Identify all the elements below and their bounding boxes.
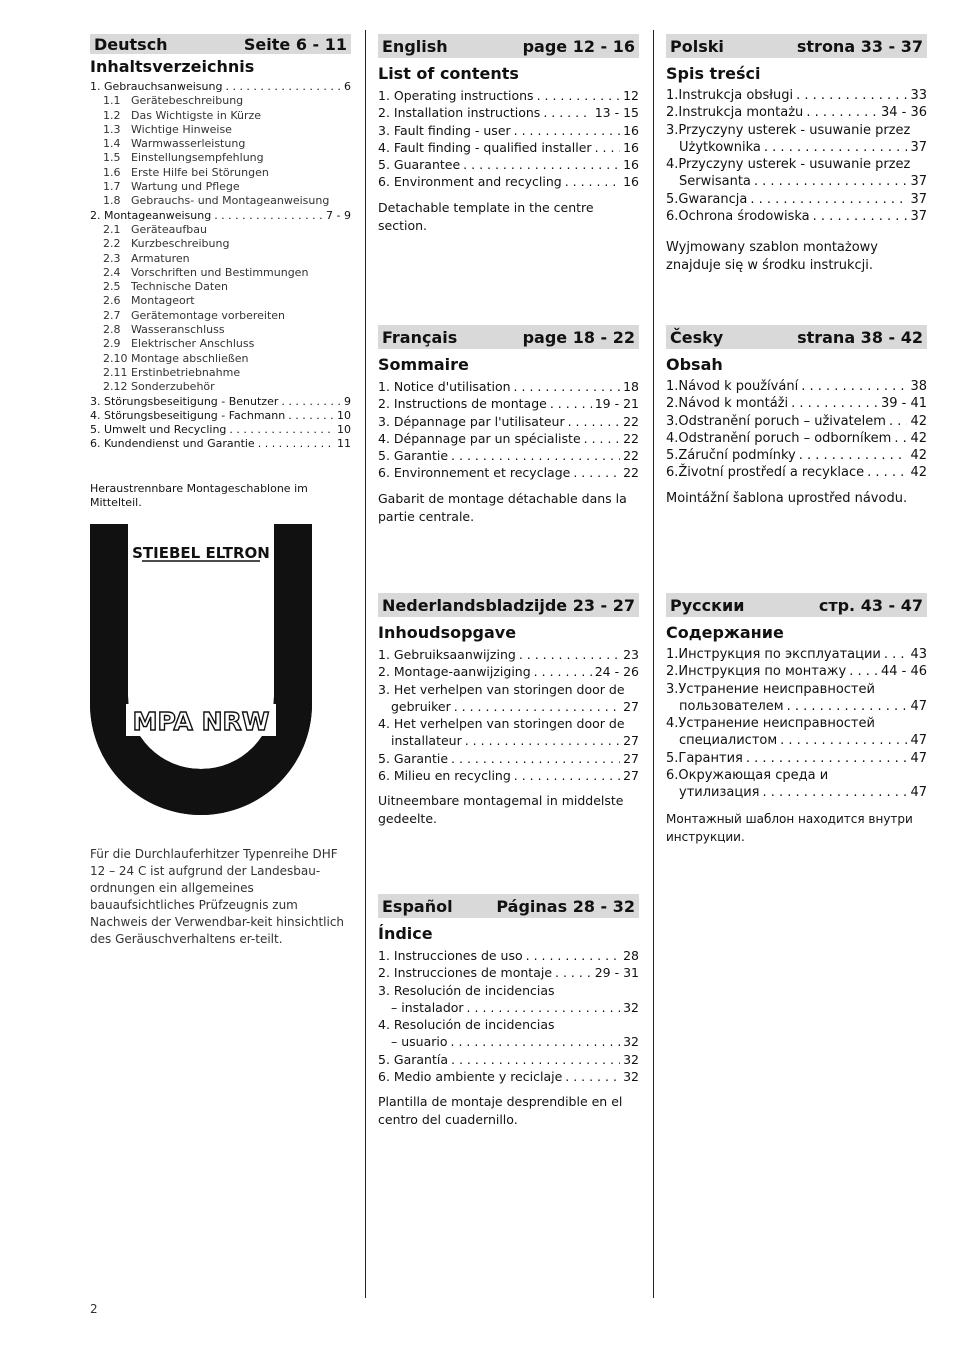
toc-entry-page: 38 [910,379,927,394]
toc-entry[interactable]: 1. Instrucciones de uso . . . 28 [378,947,639,964]
espanol-header [378,894,639,918]
deutsch-lang: Deutsch [94,34,168,54]
espanol-lang: Español [382,896,453,916]
toc-subentry[interactable] [90,352,351,366]
toc-subentry-label: Warmwasserleistung [131,137,246,151]
toc-subentry[interactable] [90,237,351,251]
toc-entry-label: 2. Instructions de montage [378,396,547,412]
toc-entry[interactable]: 1. Gebruiksaanwijzing . . . 23 [378,646,639,663]
toc-entry-label: 4.Odstranění poruch – odborníkem [666,430,892,446]
toc-subentry-number: 2.1 [103,222,121,236]
toc-subentry-number: 2.5 [103,280,121,294]
espanol-note: Plantilla de montaje desprendible en el centro del cuadernillo. [378,1094,623,1128]
nederlands-note: Uitneembare montagemal in middelste gedeelte. [378,793,624,827]
toc-entry-page: 22 [623,465,639,481]
toc-subentry[interactable] [90,280,351,294]
toc-subentry[interactable] [90,109,351,123]
toc-entry[interactable]: gebruiker . . . 27 [378,698,639,715]
toc-entry-label: 2. Installation instructions [378,105,541,121]
toc-subentry-label: Vorschriften und Bestimmungen [131,265,309,279]
toc-subentry-label: Erstinbetriebnahme [131,365,241,379]
cesky-title: Obsah [666,355,723,374]
toc-subentry-number: 1.7 [103,180,121,194]
toc-entry-label: 4. Störungsbeseitigung - Fachmann [90,408,286,422]
toc-subentry-number: 1.5 [103,151,121,165]
toc-entry-page: 16 [623,174,639,190]
toc-entry-page: 16 [623,157,639,173]
toc-entry-label: 5. Garantie [378,448,449,464]
nederlands-title: Inhoudsopgave [378,623,517,642]
toc-subentry-label: Technische Daten [131,280,228,294]
toc-entry[interactable]: 2.Инструкция по монтажу . . . 44 - 46 [666,663,927,680]
toc-subentry-number: 2.11 [103,365,128,379]
toc-entry-label: 3. Fault finding - user [378,122,511,138]
toc-entry[interactable] [378,156,639,173]
english-title: List of contents [378,64,519,83]
toc-entry[interactable] [666,464,927,481]
toc-entry-page: 22 [623,448,639,464]
toc-entry[interactable] [666,447,927,464]
toc-entry-page: 39 - 41 [880,396,927,412]
polski-note: Wyjmowany szablon montażowy znajduje się w środku instrukcji. [666,240,878,274]
toc-subentry-label: Elektrischer Anschluss [131,337,255,351]
toc-subentry[interactable] [90,223,351,237]
cesky-pages: strana 38 - 42 [797,327,923,347]
deutsch-title: Inhaltsverzeichnis [90,57,255,76]
toc-subentry[interactable] [90,366,351,380]
toc-subentry-label: Erste Hilfe bei Störungen [131,165,269,179]
toc-entry[interactable] [378,413,639,430]
toc-entry-line: 3. Resolución de incidencias [378,982,555,998]
toc-subentry-number: 2.10 [103,351,128,365]
toc-entry[interactable] [378,122,639,139]
nederlands-section [378,593,639,828]
polski-header [666,34,927,58]
toc-entry[interactable] [378,139,639,156]
toc-entry-page: 42 [910,413,927,429]
toc-entry[interactable] [666,378,927,395]
toc-entry-page: 10 [337,408,351,422]
toc-subentry-number: 2.4 [103,265,121,279]
toc-entry[interactable] [378,395,639,412]
toc-entry[interactable] [378,87,639,104]
toc-subentry[interactable] [90,151,351,165]
toc-entry[interactable]: 5.Гарантия . . . 47 [666,750,927,767]
mpa-nrw-logo [90,524,312,820]
toc-subentry-number: 2.2 [103,237,121,251]
deutsch-pages: Seite 6 - 11 [243,34,347,54]
toc-subentry[interactable] [90,294,351,308]
toc-entry-label: 3. Dépannage par l'utilisateur [378,413,565,429]
toc-entry-page: 12 [623,88,639,103]
toc-entry[interactable]: Serwisanta . . . 37 [666,173,927,190]
toc-subentry[interactable] [90,323,351,337]
toc-subentry[interactable] [90,94,351,108]
toc-entry[interactable] [378,104,639,121]
toc-subentry-number: 2.12 [103,380,128,394]
toc-entry-line: 6.Окружающая среда и [666,768,829,784]
polski-section [666,34,927,275]
english-section [378,34,639,235]
toc-entry[interactable]: 2.Instrukcja montażu . . . 34 - 36 [666,104,927,121]
toc-subentry-number: 2.8 [103,323,121,337]
toc-subentry[interactable] [90,337,351,351]
toc-entry[interactable]: 6.Ochrona środowiska . . . 37 [666,208,927,225]
cesky-header [666,325,927,349]
toc-entry-line: 3. Het verhelpen van storingen door de [378,681,625,697]
toc-entry-line: 4.Przyczyny usterek - usuwanie przez [666,157,911,173]
toc-subentry-label: Wartung und Pflege [131,180,240,194]
english-lang: English [382,36,448,56]
toc-subentry-number: 2.7 [103,308,121,322]
toc-entry-page: 42 [910,448,927,464]
toc-entry[interactable]: 1. Gebrauchsanweisung . . . 6 [90,80,351,94]
nederlands-lang: Nederlands [382,595,486,615]
deutsch-section [90,34,351,820]
mpa-text: MPA NRW [132,706,270,736]
francais-lang: Français [382,327,458,347]
deutsch-certificate-note: Für die Durchlauferhitzer Typenreihe DHF 12 – 24 C ist aufgrund der Landesbau-ordnungen ein allgemeines bauaufsichtliches Prüfzeugnis zum Nachweis der Verwendbar-keit hinsichtlich des Geräuschverhaltens er-teilt. [90,847,345,946]
toc-entry[interactable] [90,409,351,423]
toc-entry-page: 42 [910,430,927,446]
espanol-title: Índice [378,924,433,943]
deutsch-note: Heraustrennbare Montageschablone im Mittelteil. [90,481,308,509]
toc-entry-page: 16 [623,139,639,155]
brand-text: STIEBEL ELTRON [132,543,270,562]
toc-entry-label: 3.Odstranění poruch – uživatelem [666,413,886,429]
toc-entry[interactable] [378,378,639,395]
toc-subentry-label: Gebrauchs- und Montageanweisung [131,194,330,208]
toc-subentry-number: 1.1 [103,94,121,108]
toc-entry-label: 5. Umwelt und Recycling [90,423,227,437]
toc-subentry-number: 1.3 [103,122,121,136]
toc-subentry[interactable] [90,137,351,151]
toc-entry-label: 5.Záruční podmínky [666,448,796,464]
toc-entry[interactable] [666,395,927,412]
toc-subentry-label: Gerätemontage vorbereiten [131,308,286,322]
toc-entry[interactable]: 1.Инструкция по эксплуатации . . . 43 [666,646,927,663]
english-pages: page 12 - 16 [522,36,635,56]
toc-subentry-label: Einstellungsempfehlung [131,151,264,165]
polski-title: Spis treści [666,64,761,83]
toc-entry[interactable] [378,464,639,481]
toc-subentry-label: Sonderzubehör [131,380,215,394]
toc-subentry-label: Wichtige Hinweise [131,122,232,136]
francais-pages: page 18 - 22 [522,327,635,347]
toc-entry[interactable] [378,173,639,190]
toc-entry[interactable]: 6. Milieu en recycling . . . 27 [378,767,639,784]
toc-subentry-number: 2.3 [103,251,121,265]
toc-subentry-number: 1.2 [103,108,121,122]
toc-subentry-label: Gerätebeschreibung [131,94,244,108]
nederlands-pages: bladzijde 23 - 27 [485,595,635,615]
espanol-pages: Páginas 28 - 32 [496,896,635,916]
toc-entry-page: 22 [623,430,639,446]
toc-entry-page: 16 [623,122,639,138]
toc-subentry[interactable] [90,380,351,394]
column-divider-right [653,30,654,1298]
toc-entry-label: 6. Kundendienst und Garantie [90,437,255,451]
toc-subentry-label: Wasseranschluss [131,323,225,337]
toc-subentry-label: Kurzbeschreibung [131,237,230,251]
russkii-header [666,593,927,617]
toc-entry-page: 18 [623,379,639,394]
toc-entry-label: 5. Guarantee [378,157,461,173]
toc-entry-page: 9 [344,394,351,408]
toc-subentry[interactable] [90,309,351,323]
english-header [378,34,639,58]
toc-entry[interactable]: – instalador . . . 32 [378,999,639,1016]
polski-pages: strona 33 - 37 [796,36,923,56]
toc-subentry[interactable] [90,266,351,280]
deutsch-header [90,34,351,54]
russkii-lang: Русскии [670,595,745,615]
toc-entry-page: 10 [337,423,351,437]
toc-entry-label: 1. Operating instructions [378,88,534,103]
toc-entry[interactable]: installateur . . . 27 [378,732,639,749]
toc-entry-label: 2.Návod k montáži [666,396,789,412]
toc-entry[interactable]: Użytkownika . . . 37 [666,139,927,156]
toc-subentry[interactable] [90,166,351,180]
toc-entry-page: 13 - 15 [594,105,639,121]
toc-entry[interactable]: 5.Gwarancja . . . 37 [666,191,927,208]
toc-entry[interactable]: 2. Montageanweisung . . . 7 - 9 [90,209,351,223]
toc-entry-page: 11 [337,437,351,451]
toc-entry[interactable] [666,430,927,447]
toc-entry-label: 3. Störungsbeseitigung - Benutzer [90,394,279,408]
toc-entry[interactable]: пользователем . . . 47 [666,698,927,715]
toc-subentry-number: 1.8 [103,194,121,208]
toc-subentry[interactable] [90,252,351,266]
toc-entry[interactable] [666,413,927,430]
logo-graphic [90,524,312,820]
toc-subentry-number: 1.4 [103,137,121,151]
toc-entry[interactable]: 5. Garantie . . . 27 [378,750,639,767]
toc-entry[interactable] [378,447,639,464]
toc-subentry[interactable] [90,180,351,194]
toc-subentry-label: Armaturen [131,251,190,265]
toc-entry[interactable] [378,430,639,447]
francais-section [378,325,639,526]
toc-entry-line: 4. Het verhelpen van storingen door de [378,716,625,732]
toc-entry[interactable] [90,423,351,437]
toc-subentry-label: Geräteaufbau [131,222,207,236]
toc-subentry-number: 2.6 [103,294,121,308]
toc-entry[interactable]: 2. Instrucciones de montaje . . . 29 - 31 [378,964,639,981]
francais-title: Sommaire [378,355,469,374]
toc-subentry-label: Das Wichtigste in Kürze [131,108,262,122]
toc-entry-label: 6.Životní prostředí a recyklace [666,465,865,481]
toc-entry-page: 42 [910,465,927,481]
polski-lang: Polski [670,36,724,56]
toc-entry-line: 3.Устранение неисправностей [666,681,875,697]
toc-entry-label: 4. Fault finding - qualified installer [378,139,592,155]
toc-entry[interactable]: 2. Montage-aanwijziging . . . 24 - 26 [378,663,639,680]
toc-subentry[interactable] [90,123,351,137]
toc-entry-label: 1.Návod k používání [666,379,799,394]
toc-entry-label: 4. Dépannage par un spécialiste [378,430,581,446]
toc-entry[interactable] [90,395,351,409]
toc-entry[interactable]: утилизация . . . 47 [666,784,927,801]
toc-subentry-label: Montage abschließen [131,351,249,365]
toc-subentry-number: 2.9 [103,337,121,351]
toc-entry-line: 4.Устранение неисправностей [666,716,875,732]
column-divider-left [365,30,366,1298]
toc-subentry-label: Montageort [131,294,195,308]
page-number: 2 [90,1302,98,1316]
francais-note: Gabarit de montage détachable dans la partie centrale. [378,490,627,524]
russkii-note: Монтажный шаблон находится внутри инструкции. [666,811,913,844]
toc-entry[interactable]: 1.Instrukcja obsługi . . . 33 [666,87,927,104]
nederlands-header [378,593,639,617]
cesky-note: Mointážní šablona uprostřed návodu. [666,490,908,506]
russkii-section [666,593,927,846]
toc-entry-line: 4. Resolución de incidencias [378,1017,555,1033]
toc-entry[interactable] [90,437,351,451]
russkii-title: Содержание [666,623,784,642]
toc-entry[interactable]: специалистом . . . 47 [666,732,927,749]
toc-entry-label: 1. Notice d'utilisation [378,379,511,394]
toc-entry-label: 6. Environment and recycling [378,174,562,190]
toc-subentry-number: 1.6 [103,165,121,179]
cesky-section [666,325,927,508]
toc-entry-page: 22 [623,413,639,429]
toc-entry[interactable]: 6. Medio ambiente y reciclaje . . . 32 [378,1068,639,1085]
toc-entry-label: 6. Environnement et recyclage [378,465,571,481]
russkii-pages: стр. 43 - 47 [818,595,923,615]
toc-entry-page: 19 - 21 [594,396,639,412]
cesky-lang: Česky [670,327,724,347]
toc-entry[interactable]: 5. Garantía . . . 32 [378,1051,639,1068]
toc-entry-line: 3.Przyczyny usterek - usuwanie przez [666,122,911,138]
francais-header [378,325,639,349]
toc-entry[interactable]: – usuario . . . 32 [378,1033,639,1050]
toc-subentry[interactable] [90,194,351,208]
english-note: Detachable template in the centre section. [378,199,594,233]
espanol-section [378,894,639,1129]
